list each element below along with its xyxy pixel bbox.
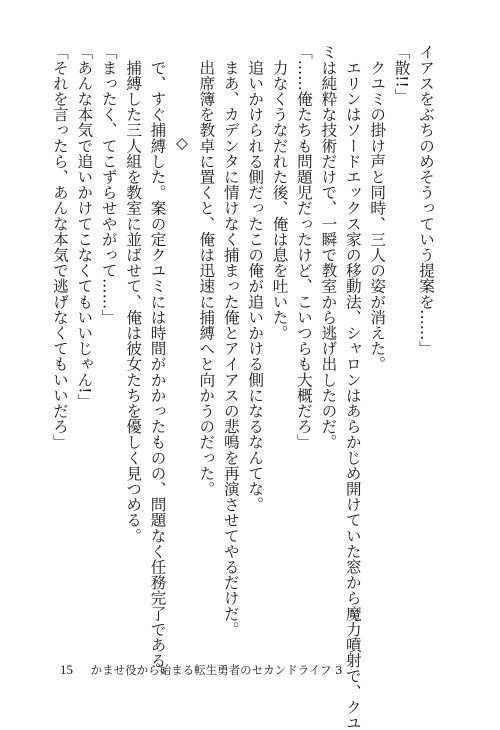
running-title: かませ役から始まる転生勇者のセカンドライフ 3 [90, 663, 343, 677]
text-line: 「散!!」 [392, 44, 411, 104]
text-line: 「それを言ったら、あんな本気で逃げなくてもいいだろ」 [50, 44, 69, 450]
page-number: 15 [60, 662, 73, 677]
text-line: まあ、カデンタに情けなく捕まった俺とアイアスの悲鳴を再演させてやるだけだ。 [221, 44, 240, 637]
page-footer [60, 662, 342, 678]
text-line: クユミの掛け声と同時、三人の姿が消えた。 [368, 44, 387, 372]
text-line: ミは純粋な技術だけで、一瞬で教室から逃げ出したのだ。 [319, 44, 338, 450]
text-line: 「……俺たちも問題児だったけど、こいつらも大概だろ」 [294, 44, 313, 450]
text-line: 追いかけられる側だったこの俺が追いかける側になるなんてな。 [246, 44, 265, 512]
text-line: 捕縛した三人組を教室に並ばせて、俺は彼女たちを優しく見つめる。 [124, 44, 143, 544]
text-line: 出席簿を教卓に置くと、俺は迅速に捕縛へと向かうのだった。 [197, 44, 216, 497]
section-break-ornament: ◇ [172, 134, 191, 152]
text-line: 「あんな本気で追いかけてこなくてもいいじゃん!」 [75, 44, 94, 410]
text-line: 「まったく、てこずらせやがって……」 [99, 44, 118, 325]
text-line: イアスをぶちのめそうっていう提案を……」 [417, 44, 435, 356]
text-line: エリンはソードエックス家の移動法、シャロンはあらかじめ開けていた窓から魔力噴射で、クユ [343, 44, 362, 730]
text-line: 力なくうなだれた後、俺は息を吐いた。 [270, 44, 289, 341]
text-line: で、すぐ捕縛した。案の定クユミには時間がかかったものの、問題なく任務完了である。 [148, 44, 167, 684]
